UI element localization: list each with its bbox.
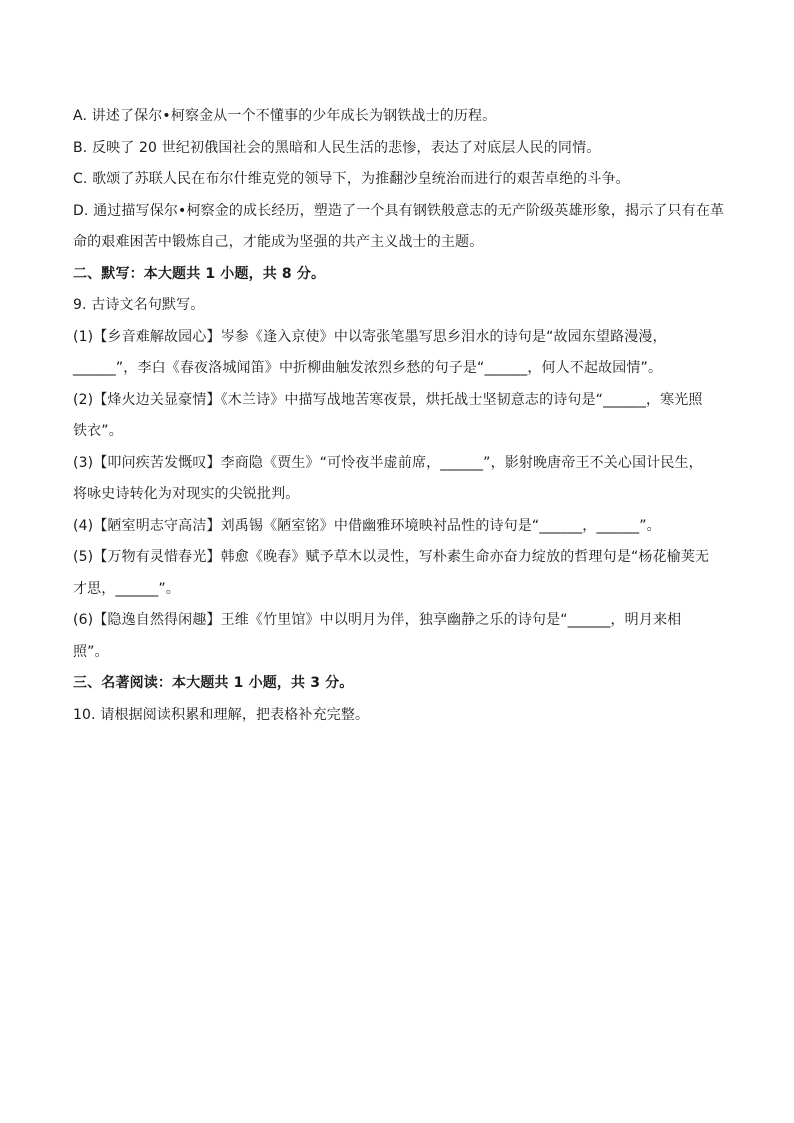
question-10-stem: 10. 请根据阅读积累和理解，把表格补充完整。 [73,706,370,723]
question-9-item-5-line-1: (5)【万物有灵惜春光】韩愈《晚春》赋予草木以灵性，写朴素生命亦奋力绽放的哲理句是“杨花榆荚无 [73,549,710,565]
question-9-item-2-line-2: 铁衣”。 [73,423,123,439]
section-2-heading: 二、默写：本大题共 1 小题，共 8 分。 [73,265,326,282]
question-9-item-4: (4)【陋室明志守高洁】刘禹锡《陋室铭》中借幽雅环境映衬品性的诗句是“______，______”。 [73,517,661,534]
question-9-item-1-line-2: ______”，李白《春夜洛城闻笛》中折柳曲触发浓烈乡愁的句子是“______，何人不起故园情”。 [73,360,663,376]
question-9-item-6-line-1: (6)【隐逸自然得闲趣】王维《竹里馆》中以明月为伴，独享幽静之乐的诗句是“______，明月来相 [73,612,682,628]
question-9-item-3-line-1: (3)【叩问疾苦发慨叹】李商隐《贾生》“可怜夜半虚前席，______”，影射晚唐帝王不关心国计民生， [73,454,703,471]
question-9-stem: 9. 古诗文名句默写。 [73,297,205,313]
question-9-item-5-line-2: 才思，______”。 [73,580,180,597]
section-3-heading: 三、名著阅读：本大题共 1 小题，共 3 分。 [73,675,354,691]
option-c: C. 歌颂了苏联人民在布尔什维克党的领导下，为推翻沙皇统治而进行的艰苦卓绝的斗争。 [73,171,630,187]
question-9-item-3-line-2: 将咏史诗转化为对现实的尖锐批判。 [73,486,300,502]
option-a: A. 讲述了保尔•柯察金从一个不懂事的少年成长为钢铁战士的历程。 [73,108,497,124]
option-d-line-2: 命的艰难困苦中锻炼自己，才能成为坚强的共产主义战士的主题。 [73,234,484,250]
question-9-item-2-line-1: (2)【烽火边关显豪情】《木兰诗》中描写战地苦寒夜景，烘托战士坚韧意志的诗句是“______，寒光照 [73,391,703,408]
question-9-item-1-line-1: (1)【乡音难解故园心】岑参《逢入京使》中以寄张笔墨写思乡泪水的诗句是“故园东望路漫漫， [73,328,667,345]
option-d-line-1: D. 通过描写保尔•柯察金的成长经历，塑造了一个具有钢铁般意志的无产阶级英雄形象，揭示了只有在革 [73,202,725,219]
question-9-item-6-line-2: 照”。 [73,643,109,660]
option-b: B. 反映了 20 世纪初俄国社会的黑暗和人民生活的悲惨，表达了对底层人民的同情。 [73,139,601,156]
